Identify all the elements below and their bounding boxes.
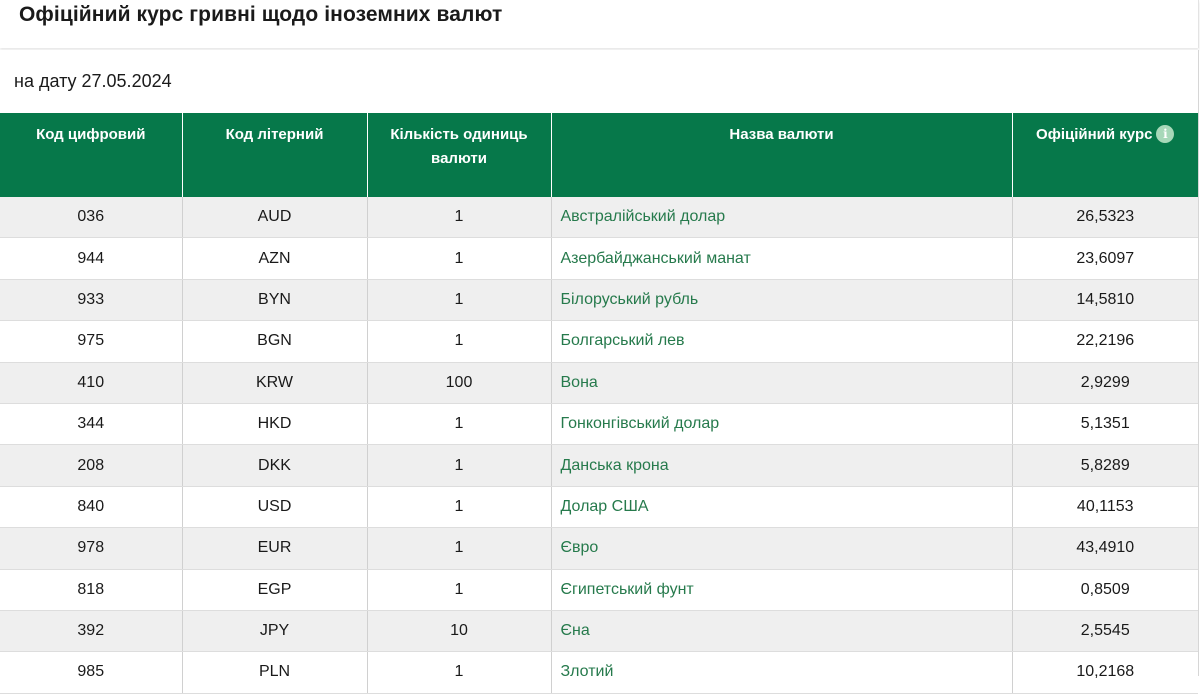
- currency-link[interactable]: Болгарський лев: [560, 332, 685, 350]
- cell-currency-name: [551, 362, 1012, 403]
- cell-code-letter: USD: [182, 486, 367, 527]
- cell-currency-name: [551, 279, 1012, 320]
- cell-code-numeric: 933: [0, 279, 182, 320]
- table-row: [0, 321, 1198, 362]
- currency-link[interactable]: Данська крона: [560, 456, 669, 474]
- cell-code-letter: EGP: [182, 569, 367, 610]
- cell-rate: 5,1351: [1012, 403, 1198, 444]
- header-rate[interactable]: [1012, 113, 1198, 197]
- cell-rate: 14,5810: [1012, 279, 1198, 320]
- cell-code-numeric: 818: [0, 569, 182, 610]
- content-panel: [0, 50, 1199, 681]
- cell-units: 1: [367, 197, 551, 238]
- currency-link[interactable]: Єна: [560, 622, 590, 640]
- currency-link[interactable]: Злотий: [560, 663, 614, 681]
- cell-currency-name: [551, 197, 1012, 238]
- table-row: [0, 652, 1198, 693]
- cell-code-letter: BGN: [182, 321, 367, 362]
- cell-currency-name: [551, 486, 1012, 527]
- cell-code-numeric: 944: [0, 238, 182, 279]
- cell-rate: 2,5545: [1012, 610, 1198, 651]
- currency-link[interactable]: Азербайджанський манат: [560, 249, 751, 267]
- table-row: [0, 238, 1198, 279]
- cell-code-letter: JPY: [182, 610, 367, 651]
- cell-code-numeric: 975: [0, 321, 182, 362]
- cell-rate: 0,8509: [1012, 569, 1198, 610]
- table-row: [0, 445, 1198, 486]
- cell-code-letter: AUD: [182, 197, 367, 238]
- cell-code-numeric: 410: [0, 362, 182, 403]
- cell-units: 1: [367, 569, 551, 610]
- exchange-rates-table: [0, 113, 1198, 694]
- table-row: [0, 610, 1198, 651]
- cell-code-numeric: 978: [0, 528, 182, 569]
- cell-units: 1: [367, 403, 551, 444]
- cell-currency-name: [551, 445, 1012, 486]
- header-units[interactable]: Кількість одиниць валюти: [367, 113, 551, 197]
- info-icon[interactable]: i: [1156, 125, 1174, 143]
- cell-currency-name: [551, 569, 1012, 610]
- cell-rate: 43,4910: [1012, 528, 1198, 569]
- cell-units: 1: [367, 445, 551, 486]
- cell-currency-name: [551, 403, 1012, 444]
- cell-rate: 23,6097: [1012, 238, 1198, 279]
- currency-link[interactable]: Долар США: [560, 497, 649, 515]
- cell-units: 1: [367, 238, 551, 279]
- cell-code-numeric: 344: [0, 403, 182, 444]
- table-row: [0, 279, 1198, 320]
- cell-currency-name: [551, 610, 1012, 651]
- cell-code-numeric: 985: [0, 652, 182, 693]
- date-label: на дату 27.05.2024: [14, 71, 172, 91]
- currency-link[interactable]: Євро: [560, 539, 599, 557]
- cell-currency-name: [551, 528, 1012, 569]
- cell-units: 1: [367, 486, 551, 527]
- table-row: [0, 569, 1198, 610]
- page-title: Офіційний курс гривні щодо іноземних валют: [19, 3, 503, 26]
- cell-rate: 40,1153: [1012, 486, 1198, 527]
- cell-currency-name: [551, 321, 1012, 362]
- cell-currency-name: [551, 238, 1012, 279]
- cell-units: 1: [367, 528, 551, 569]
- table-row: [0, 528, 1198, 569]
- cell-units: 100: [367, 362, 551, 403]
- cell-currency-name: [551, 652, 1012, 693]
- header-code-letter[interactable]: Код літерний: [182, 113, 367, 197]
- cell-code-numeric: 840: [0, 486, 182, 527]
- cell-code-letter: PLN: [182, 652, 367, 693]
- table-row: [0, 197, 1198, 238]
- cell-units: 1: [367, 652, 551, 693]
- currency-link[interactable]: Єгипетський фунт: [560, 580, 694, 598]
- table-row: [0, 403, 1198, 444]
- currency-link[interactable]: Білоруський рубль: [560, 290, 699, 308]
- header-bar: [0, 0, 1199, 48]
- cell-units: 10: [367, 610, 551, 651]
- table-header-row: [0, 113, 1198, 197]
- cell-code-letter: DKK: [182, 445, 367, 486]
- cell-code-numeric: 208: [0, 445, 182, 486]
- cell-code-numeric: 036: [0, 197, 182, 238]
- cell-rate: 2,9299: [1012, 362, 1198, 403]
- cell-code-letter: EUR: [182, 528, 367, 569]
- cell-rate: 5,8289: [1012, 445, 1198, 486]
- cell-code-letter: AZN: [182, 238, 367, 279]
- currency-link[interactable]: Австралійський долар: [560, 208, 726, 226]
- cell-rate: 22,2196: [1012, 321, 1198, 362]
- cell-rate: 26,5323: [1012, 197, 1198, 238]
- currency-link[interactable]: Гонконгівський долар: [560, 415, 720, 433]
- cell-units: 1: [367, 321, 551, 362]
- currency-link[interactable]: Вона: [560, 373, 598, 391]
- cell-code-letter: HKD: [182, 403, 367, 444]
- cell-units: 1: [367, 279, 551, 320]
- table-row: [0, 362, 1198, 403]
- cell-code-letter: KRW: [182, 362, 367, 403]
- table-row: [0, 486, 1198, 527]
- cell-code-numeric: 392: [0, 610, 182, 651]
- cell-code-letter: BYN: [182, 279, 367, 320]
- header-name[interactable]: Назва валюти: [551, 113, 1012, 197]
- header-rate-label: Офіційний курс: [1036, 126, 1153, 143]
- header-code-numeric[interactable]: Код цифровий: [0, 113, 182, 197]
- cell-rate: 10,2168: [1012, 652, 1198, 693]
